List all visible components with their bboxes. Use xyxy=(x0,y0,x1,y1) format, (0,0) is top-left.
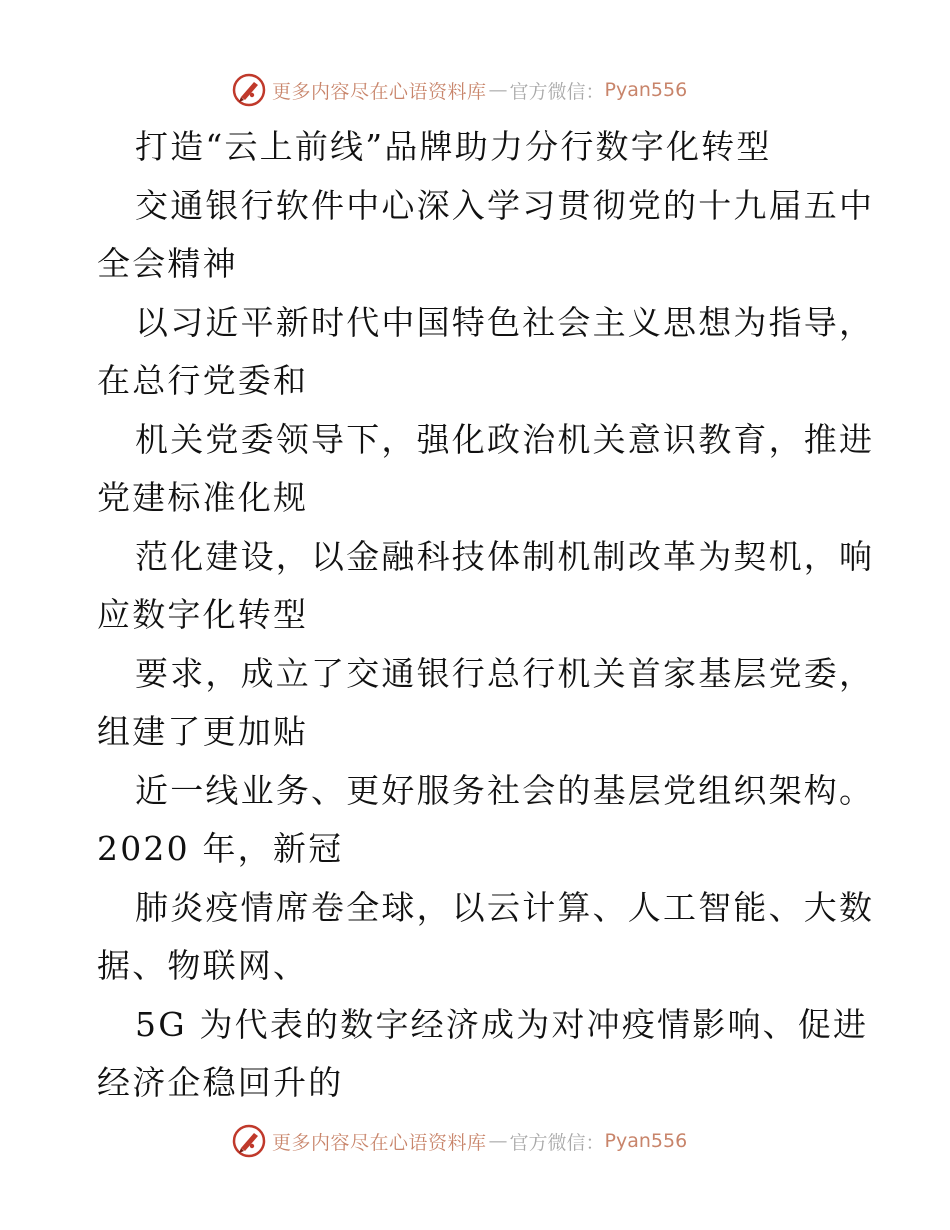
watermark-id: Pyan556 xyxy=(604,79,688,101)
text-line: 要求，成立了交通银行总行机关首家基层党委， xyxy=(135,653,875,693)
text-line: 打造“云上前线”品牌助力分行数字化转型 xyxy=(135,127,772,166)
text-line: 肺炎疫情席卷全球，以云计算、人工智能、大数 xyxy=(135,887,875,927)
watermark-label: 官方微信： xyxy=(509,80,605,103)
text-line: 经济企稳回升的 xyxy=(97,1063,344,1102)
watermark-text: 更多内容尽在心语资料库 xyxy=(272,80,487,103)
pen-logo-icon xyxy=(232,73,266,107)
text-line: 党建标准化规 xyxy=(97,478,309,517)
watermark-label: 官方微信： xyxy=(509,1131,605,1154)
text-line: 全会精神 xyxy=(97,244,238,283)
text-line: 交通银行软件中心深入学习贯彻党的十九届五中 xyxy=(135,185,875,225)
text-line: 组建了更加贴 xyxy=(97,712,309,751)
text-line: 机关党委领导下，强化政治机关意识教育，推进 xyxy=(135,419,875,459)
text-line: 范化建设，以金融科技体制机制改革为契机，响 xyxy=(135,536,875,576)
watermark-header xyxy=(232,72,752,108)
watermark-id: Pyan556 xyxy=(604,1130,688,1152)
text-line: 据、物联网、 xyxy=(97,946,309,985)
watermark-footer xyxy=(232,1123,752,1159)
document-body xyxy=(97,118,875,1113)
text-line: 以习近平新时代中国特色社会主义思想为指导， xyxy=(135,302,875,342)
text-line: 5G 为代表的数字经济成为对冲疫情影响、促进 xyxy=(135,1004,869,1044)
text-line: 2020 年，新冠 xyxy=(97,829,344,868)
watermark-dash: — xyxy=(488,79,508,101)
pen-logo-icon xyxy=(232,1124,266,1158)
watermark-dash: — xyxy=(488,1130,508,1152)
text-line: 近一线业务、更好服务社会的基层党组织架构。 xyxy=(135,770,875,810)
watermark-text: 更多内容尽在心语资料库 xyxy=(272,1131,487,1154)
text-line: 在总行党委和 xyxy=(97,361,309,400)
text-line: 应数字化转型 xyxy=(97,595,309,634)
